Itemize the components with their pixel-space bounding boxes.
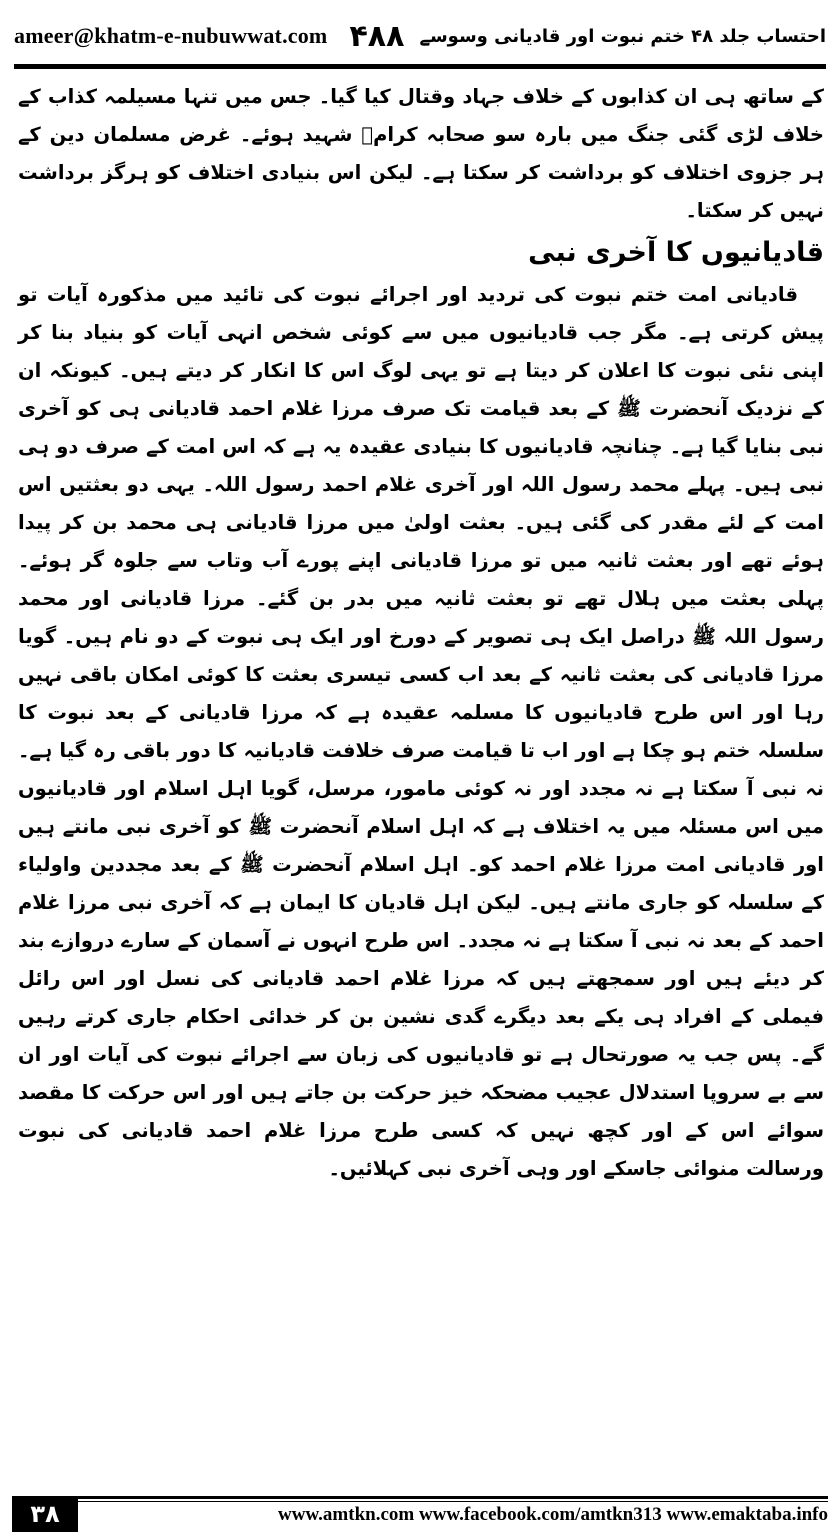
page-header [14, 14, 826, 58]
header-left [14, 19, 404, 54]
page-content [18, 78, 824, 1188]
section-heading: قادیانیوں کا آخری نبی [528, 237, 824, 268]
footer-rule-thin [78, 1501, 828, 1502]
paragraph: کے ساتھ ہی ان کذابوں کے خلاف جہاد وقتال کیا گیا۔ جس میں تنہا مسیلمہ کذاب کے خلاف لڑی گئی جنگ میں بارہ سو صحابہ کرامؓ شہید ہوئے۔ غرض مسلمان دین کے ہر جزوی اختلاف کو برداشت کر سکتا ہے۔ لیکن اس بنیادی اختلاف کو ہرگز برداشت نہیں کر سکتا۔ [18, 85, 824, 222]
page-number: ۴۸۸ [349, 18, 405, 54]
page-footer [12, 1492, 828, 1532]
paragraph: قادیانی امت ختم نبوت کی تردید اور اجرائے نبوت کی تائید میں مذکورہ آیات تو پیش کرتی ہے۔ مگر جب قادیانیوں میں سے کوئی شخص انہی آیات کو بنیاد بنا کر اپنی نئی نبوت کا اعلان کر دیتا ہے تو یہی لوگ اس کا انکار کر دیتے ہیں۔ کیونکہ ان کے نزدیک آنحضرت ﷺ کے بعد قیامت تک صرف مرزا غلام احمد قادیانی ہی کو آخری نبی بنایا گیا ہے۔ چنانچہ قادیانیوں کا بنیادی عقیدہ یہ ہے کہ اس امت کے صرف دو ہی نبی ہیں۔ پہلے محمد رسول اللہ اور آخری غلام احمد رسول اللہ۔ یہی دو بعثتیں اس امت کے لئے مقدر کی گئی ہیں۔ بعثت اولیٰ میں مرزا قادیانی ہی محمد بن کر پیدا ہوئے تھے اور بعثت ثانیہ میں تو مرزا قادیانی اپنے پورے آب وتاب سے جلوہ گر ہوئے۔ پہلی بعثت میں ہلال تھے تو بعثت ثانیہ میں بدر بن گئے۔ مرزا قادیانی اور محمد رسول اللہ ﷺ دراصل ایک ہی تصویر کے دورخ اور ایک ہی نبوت کے دو نام ہیں۔ گویا مرزا قادیانی کی بعثت ثانیہ کے بعد اب کسی تیسری بعثت کا کوئی امکان باقی نہیں رہا اور اس طرح قادیانیوں کا مسلمہ عقیدہ ہے کہ مرزا قادیانی کے بعد نبوت کا سلسلہ ختم ہو چکا ہے اور اب تا قیامت صرف خلافت قادیانیہ کا دور باقی رہ گیا ہے۔ نہ نبی آ سکتا ہے نہ مجدد اور نہ کوئی مامور، مرسل، گویا اہل اسلام اور قادیانیوں میں اس مسئلہ میں یہ اختلاف ہے کہ اہل اسلام آنحضرت ﷺ کو آخری نبی مانتے ہیں اور قادیانی امت مرزا غلام احمد کو۔ اہل اسلام آنحضرت ﷺ کے بعد مجددین واولیاء کے سلسلہ کو جاری مانتے ہیں۔ لیکن اہل قادیان کا ایمان ہے کہ آخری نبی مرزا غلام احمد کے بعد نہ نبی آ سکتا ہے نہ مجدد۔ اس طرح انہوں نے آسمان کے سارے دروازے بند کر دیئے ہیں اور سمجھتے ہیں کہ مرزا غلام احمد قادیانی کی نسل اور اس رائل فیملی کے افراد ہی یکے بعد دیگرے گدی نشین بن کر خدائی احکام جاری کرتے رہیں گے۔ پس جب یہ صورتحال ہے تو قادیانیوں کی زبان سے اجرائے نبوت کی آیات اور ان سے بے سروپا استدلال عجیب مضحکہ خیز حرکت بن جاتے ہیں اور اس حرکت کا مقصد سوائے اس کے اور کچھ نہیں کہ کسی طرح مرزا غلام احمد قادیانی کی نبوت ورسالت منوائی جاسکے اور وہی آخری نبی کہلائیں۔ [18, 283, 824, 1180]
footer-links[interactable]: www.amtkn.com www.facebook.com/amtkn313 www.emaktaba.info [278, 1504, 828, 1525]
header-title: احتساب جلد ۴۸ ختم نبوت اور قادیانی وسوسے [419, 25, 826, 47]
footer-page-badge: ۳۸ [12, 1496, 78, 1532]
footer-rule [78, 1496, 828, 1499]
header-rule [14, 64, 826, 69]
header-email[interactable]: ameer@khatm-e-nubuwwat.com [14, 23, 328, 48]
